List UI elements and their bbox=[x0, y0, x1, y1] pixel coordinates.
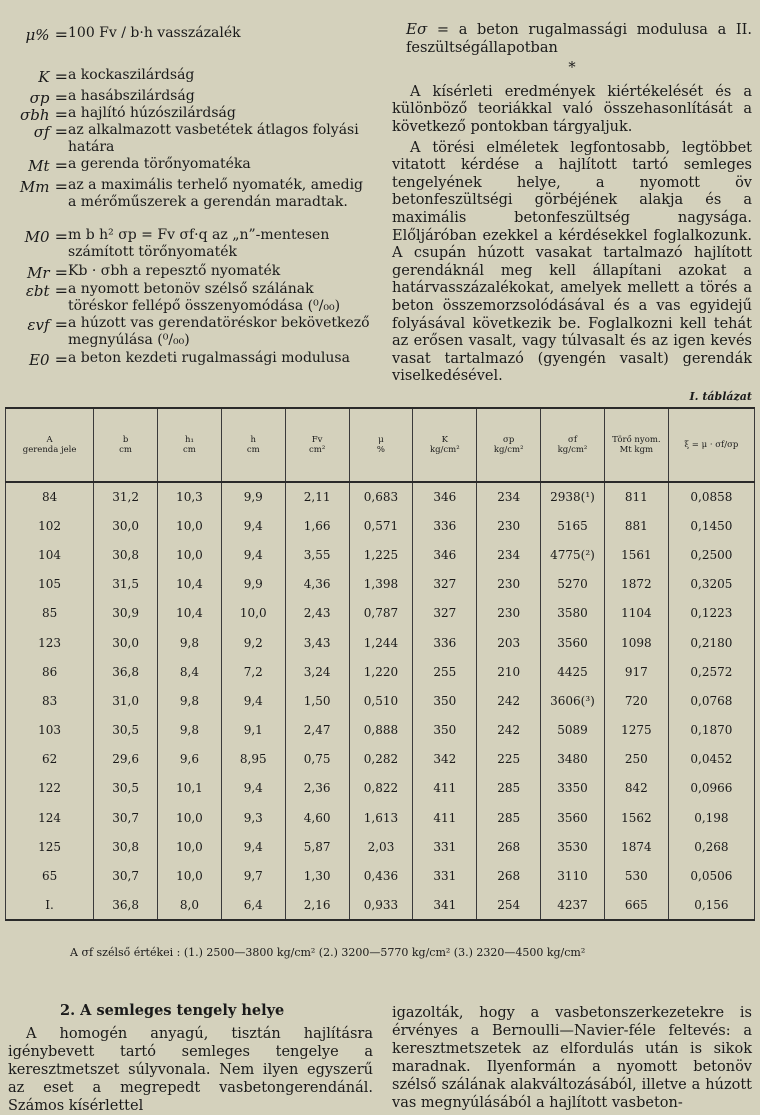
table-cell: 5165 bbox=[541, 511, 605, 540]
table-cell: 1275 bbox=[604, 716, 668, 745]
table-cell: 124 bbox=[6, 803, 94, 832]
table-cell: 30,8 bbox=[94, 540, 158, 569]
table-cell: 105 bbox=[6, 570, 94, 599]
table-cell: 234 bbox=[477, 540, 541, 569]
table-cell: 0,683 bbox=[349, 482, 413, 511]
table-cell: 36,8 bbox=[94, 657, 158, 686]
table-cell: 31,5 bbox=[94, 570, 158, 599]
table-cell: 350 bbox=[413, 716, 477, 745]
table-cell: 3480 bbox=[541, 745, 605, 774]
def-sym-sigma-f: σf = bbox=[33, 122, 68, 141]
def-sym-mm: Mm = bbox=[19, 177, 68, 196]
table-cell: 1874 bbox=[604, 832, 668, 861]
table-cell: 10,0 bbox=[158, 861, 222, 890]
def-sym-eps-bt: εbt = bbox=[25, 281, 68, 300]
table-cell: 1,225 bbox=[349, 540, 413, 569]
table-cell: 9,3 bbox=[221, 803, 285, 832]
table-cell: 346 bbox=[413, 482, 477, 511]
table-cell: 9,6 bbox=[158, 745, 222, 774]
table-cell: 2,11 bbox=[285, 482, 349, 511]
table-cell: 1,398 bbox=[349, 570, 413, 599]
table-cell: 0,0966 bbox=[668, 774, 754, 803]
right-column bbox=[392, 20, 752, 389]
table-cell: 0,2180 bbox=[668, 628, 754, 657]
def-sym-m0: M0 = bbox=[24, 227, 68, 246]
table-cell: 411 bbox=[413, 803, 477, 832]
table-row bbox=[6, 599, 755, 628]
table-cell: 285 bbox=[477, 774, 541, 803]
def-text-mu: 100 Fv / b·h vasszázalék bbox=[68, 25, 241, 41]
table-cell: 327 bbox=[413, 570, 477, 599]
table-row bbox=[6, 832, 755, 861]
header-xi: ξ = μ · σf/σp bbox=[668, 408, 754, 482]
table-cell: 30,7 bbox=[94, 803, 158, 832]
header-gerenda: A gerenda jele bbox=[6, 408, 94, 482]
table-cell: 327 bbox=[413, 599, 477, 628]
table-cell: 0,268 bbox=[668, 832, 754, 861]
table-cell: 8,95 bbox=[221, 745, 285, 774]
table-cell: 10,0 bbox=[158, 511, 222, 540]
table-cell: 9,8 bbox=[158, 716, 222, 745]
table-cell: 250 bbox=[604, 745, 668, 774]
table-cell: 9,2 bbox=[221, 628, 285, 657]
table-cell: 0,1870 bbox=[668, 716, 754, 745]
table-title: I. táblázat bbox=[689, 390, 752, 403]
table-cell: 30,0 bbox=[94, 511, 158, 540]
table-row bbox=[6, 774, 755, 803]
table-cell: 3110 bbox=[541, 861, 605, 890]
def-sym-mt: Mt = bbox=[28, 156, 68, 175]
table-cell: 254 bbox=[477, 891, 541, 920]
table-row bbox=[6, 716, 755, 745]
table-cell: 104 bbox=[6, 540, 94, 569]
table-cell: 0,510 bbox=[349, 686, 413, 715]
table-cell: 336 bbox=[413, 628, 477, 657]
table-cell: 0,0858 bbox=[668, 482, 754, 511]
def-text-k: a kockaszilárdság bbox=[68, 67, 195, 83]
table-cell: 5270 bbox=[541, 570, 605, 599]
table-cell: 10,0 bbox=[158, 832, 222, 861]
section-star: * bbox=[568, 60, 576, 77]
table-cell: 225 bbox=[477, 745, 541, 774]
table-cell: 3,43 bbox=[285, 628, 349, 657]
header-sigma-p: σp kg/cm² bbox=[477, 408, 541, 482]
table-cell: 0,822 bbox=[349, 774, 413, 803]
table-cell: 36,8 bbox=[94, 891, 158, 920]
table-cell: 30,7 bbox=[94, 861, 158, 890]
table-cell: 341 bbox=[413, 891, 477, 920]
table-cell: 0,0506 bbox=[668, 861, 754, 890]
table-cell: 203 bbox=[477, 628, 541, 657]
table-cell: 342 bbox=[413, 745, 477, 774]
table-cell: 9,4 bbox=[221, 686, 285, 715]
header-mt: Törő nyom. Mt kgm bbox=[604, 408, 668, 482]
table-cell: 4775(²) bbox=[541, 540, 605, 569]
table-cell: 10,0 bbox=[221, 599, 285, 628]
table-cell: 4,60 bbox=[285, 803, 349, 832]
def-text-e0: a beton kezdeti rugalmassági modulusa bbox=[68, 350, 350, 366]
table-cell: 6,4 bbox=[221, 891, 285, 920]
def-sym-mu: μ% = bbox=[25, 25, 68, 44]
table-cell: 10,4 bbox=[158, 599, 222, 628]
table-row bbox=[6, 657, 755, 686]
table-cell: 123 bbox=[6, 628, 94, 657]
paragraph-theory: A törési elméletek legfontosabb, legtöbbet vitatott kérdése a hajlított tartó semleges tengelyének helye, a nyomott öv betonfeszültségi görbéjének alakja és a maximális betonfeszültség nagysága. Előljáróban ezekkel a kérdésekkel foglalkozunk. A csupán húzott vasakat tartalmazó hajlított gerendáknál meg kell állapítani azokat a határvasszázalékokat, amelyek mellett a törés a beton összemorzsolódásával és a vas egyidejű folyásával következik be. Foglalkozni kell tehát az erősen vasalt, vagy túlvasalt és az igen kevés vasat tartalmazó (gyengén vasalt) gerendák viselkedésével. bbox=[392, 139, 752, 385]
table-cell: 811 bbox=[604, 482, 668, 511]
table-cell: 9,7 bbox=[221, 861, 285, 890]
table-cell: 30,5 bbox=[94, 716, 158, 745]
table-cell: 9,4 bbox=[221, 540, 285, 569]
table-cell: 0,0452 bbox=[668, 745, 754, 774]
table-row bbox=[6, 570, 755, 599]
def-sym-sigma-p: σp = bbox=[29, 88, 68, 107]
table-cell: 83 bbox=[6, 686, 94, 715]
table-cell: 1561 bbox=[604, 540, 668, 569]
table-cell: 3,55 bbox=[285, 540, 349, 569]
table-cell: 3580 bbox=[541, 599, 605, 628]
header-h1: h₁ cm bbox=[158, 408, 222, 482]
table-cell: 331 bbox=[413, 832, 477, 861]
table-cell: 3560 bbox=[541, 628, 605, 657]
table-cell: 103 bbox=[6, 716, 94, 745]
table-cell: 268 bbox=[477, 832, 541, 861]
table-cell: 665 bbox=[604, 891, 668, 920]
table-cell: 0,2572 bbox=[668, 657, 754, 686]
table-cell: 30,0 bbox=[94, 628, 158, 657]
def-text-sigma-f: az alkalmazott vasbetétek átlagos folyási határa bbox=[68, 122, 359, 155]
def-sym-e0: E0 = bbox=[29, 350, 68, 369]
e-sigma-definition: Eσ = a beton rugalmassági modulusa a II. feszültségállapotban bbox=[406, 20, 752, 56]
table-cell: 0,156 bbox=[668, 891, 754, 920]
table-cell: 0,75 bbox=[285, 745, 349, 774]
table-cell: 242 bbox=[477, 716, 541, 745]
table-cell: 4,36 bbox=[285, 570, 349, 599]
table-cell: 3560 bbox=[541, 803, 605, 832]
table-cell: 9,9 bbox=[221, 570, 285, 599]
table-cell: 9,4 bbox=[221, 511, 285, 540]
table-cell: 9,4 bbox=[221, 832, 285, 861]
table-cell: 62 bbox=[6, 745, 94, 774]
table-cell: 346 bbox=[413, 540, 477, 569]
table-cell: 1104 bbox=[604, 599, 668, 628]
table-cell: 0,888 bbox=[349, 716, 413, 745]
header-b: b cm bbox=[94, 408, 158, 482]
header-fv: Fv cm² bbox=[285, 408, 349, 482]
table-cell: 30,8 bbox=[94, 832, 158, 861]
table-cell: 31,2 bbox=[94, 482, 158, 511]
table-cell: 8,4 bbox=[158, 657, 222, 686]
table-cell: 8,0 bbox=[158, 891, 222, 920]
table-cell: 5,87 bbox=[285, 832, 349, 861]
table-cell: 122 bbox=[6, 774, 94, 803]
table-cell: 331 bbox=[413, 861, 477, 890]
table-cell: 530 bbox=[604, 861, 668, 890]
table-header-row bbox=[6, 408, 755, 482]
table-cell: 3350 bbox=[541, 774, 605, 803]
table-cell: 10,0 bbox=[158, 803, 222, 832]
table-row bbox=[6, 686, 755, 715]
table-cell: 0,3205 bbox=[668, 570, 754, 599]
table-cell: 0,2500 bbox=[668, 540, 754, 569]
table-cell: 4237 bbox=[541, 891, 605, 920]
def-text-sigma-p: a hasábszilárdság bbox=[68, 88, 195, 104]
table-cell: 0,198 bbox=[668, 803, 754, 832]
header-h: h cm bbox=[221, 408, 285, 482]
def-sym-mr: Mr = bbox=[26, 263, 68, 282]
table-cell: 9,8 bbox=[158, 628, 222, 657]
table-cell: 9,9 bbox=[221, 482, 285, 511]
table-row bbox=[6, 628, 755, 657]
table-cell: 2,03 bbox=[349, 832, 413, 861]
section-text-right: igazolták, hogy a vasbetonszerkezetekre is érvényes a Bernoulli—Navier-féle feltevés: a keresztmetszetek az elfordulás után is sikok maradnak. Ilyenformán a nyomott betonöv szélső szálának alakváltozásából, illetve a húzott vas megnyúlásából a hajlított vasbeton- bbox=[392, 1005, 752, 1111]
def-text-sigma-bh: a hajlító húzószilárdság bbox=[68, 105, 236, 121]
paragraph-intro: A kísérleti eredmények kiértékelését és a különböző teoriákkal való összehasonlítását a következő pontokban tárgyaljuk. bbox=[392, 83, 752, 135]
table-cell: 268 bbox=[477, 861, 541, 890]
table-cell: 9,8 bbox=[158, 686, 222, 715]
def-text-m0: m b h² σp = Fv σf·q az „n”-mentesen számított törőnyomaték bbox=[68, 227, 330, 260]
table-cell: 7,2 bbox=[221, 657, 285, 686]
table-cell: 85 bbox=[6, 599, 94, 628]
table-cell: 86 bbox=[6, 657, 94, 686]
table-row bbox=[6, 482, 755, 511]
table-cell: 65 bbox=[6, 861, 94, 890]
table-cell: 10,0 bbox=[158, 540, 222, 569]
table-cell: 2,47 bbox=[285, 716, 349, 745]
table-row bbox=[6, 861, 755, 890]
table-cell: 1,244 bbox=[349, 628, 413, 657]
table-cell: 102 bbox=[6, 511, 94, 540]
def-sym-sigma-bh: σbh = bbox=[19, 105, 68, 124]
table-footnote: A σf szélső értékei : (1.) 2500—3800 kg/cm² (2.) 3200—5770 kg/cm² (3.) 2320—4500 kg/cm² bbox=[70, 946, 586, 959]
table-cell: 1098 bbox=[604, 628, 668, 657]
table-cell: 9,1 bbox=[221, 716, 285, 745]
table-cell: 10,4 bbox=[158, 570, 222, 599]
table-cell: 2,43 bbox=[285, 599, 349, 628]
table-cell: 10,1 bbox=[158, 774, 222, 803]
table-cell: 1562 bbox=[604, 803, 668, 832]
table-cell: 1872 bbox=[604, 570, 668, 599]
header-mu: μ % bbox=[349, 408, 413, 482]
table-cell: 9,4 bbox=[221, 774, 285, 803]
table-cell: 2,16 bbox=[285, 891, 349, 920]
def-text-mt: a gerenda törőnyomatéka bbox=[68, 156, 251, 172]
table-cell: 4425 bbox=[541, 657, 605, 686]
table-row bbox=[6, 511, 755, 540]
def-text-mr: Kb · σbh a repesztő nyomaték bbox=[68, 263, 281, 279]
table-cell: 230 bbox=[477, 511, 541, 540]
table-cell: 84 bbox=[6, 482, 94, 511]
def-text-eps-bt: a nyomott betonöv szélső szálának töréskor fellépő összenyomódása (⁰/₀₀) bbox=[68, 281, 341, 314]
table-cell: 1,50 bbox=[285, 686, 349, 715]
table-cell: 31,0 bbox=[94, 686, 158, 715]
def-sym-k: K = bbox=[38, 67, 68, 86]
def-text-eps-vf: a húzott vas gerendatöréskor bekövetkező megnyúlása (⁰/₀₀) bbox=[68, 315, 370, 348]
table-cell: 0,0768 bbox=[668, 686, 754, 715]
table-cell: 0,787 bbox=[349, 599, 413, 628]
table-cell: 3530 bbox=[541, 832, 605, 861]
table-cell: 2938(¹) bbox=[541, 482, 605, 511]
section-text-left: A homogén anyagú, tisztán hajlításra igénybevett tartó semleges tengelye a keresztmetszet súlyvonala. Nem ilyen egyszerű az eset a megrepedt vasbetongerendánál. Számos kísérlettel bbox=[8, 1026, 373, 1114]
table-cell: 0,571 bbox=[349, 511, 413, 540]
table-cell: 411 bbox=[413, 774, 477, 803]
table-cell: 1,30 bbox=[285, 861, 349, 890]
table-cell: 255 bbox=[413, 657, 477, 686]
table-cell: 1,220 bbox=[349, 657, 413, 686]
section-title: 2. A semleges tengely helye bbox=[60, 1002, 285, 1019]
table-row bbox=[6, 745, 755, 774]
table-row bbox=[6, 891, 755, 920]
table-cell: I. bbox=[6, 891, 94, 920]
table-cell: 720 bbox=[604, 686, 668, 715]
table-cell: 234 bbox=[477, 482, 541, 511]
table-cell: 30,5 bbox=[94, 774, 158, 803]
table-cell: 230 bbox=[477, 570, 541, 599]
table-cell: 242 bbox=[477, 686, 541, 715]
table-cell: 350 bbox=[413, 686, 477, 715]
table-cell: 3,24 bbox=[285, 657, 349, 686]
table-cell: 0,436 bbox=[349, 861, 413, 890]
table-row bbox=[6, 540, 755, 569]
table-cell: 842 bbox=[604, 774, 668, 803]
header-sigma-f: σf kg/cm² bbox=[541, 408, 605, 482]
table-cell: 0,1450 bbox=[668, 511, 754, 540]
header-k: K kg/cm² bbox=[413, 408, 477, 482]
table-cell: 881 bbox=[604, 511, 668, 540]
table-cell: 1,66 bbox=[285, 511, 349, 540]
table-cell: 917 bbox=[604, 657, 668, 686]
table-cell: 3606(³) bbox=[541, 686, 605, 715]
table-cell: 336 bbox=[413, 511, 477, 540]
results-table bbox=[5, 407, 755, 921]
table-cell: 210 bbox=[477, 657, 541, 686]
table-cell: 2,36 bbox=[285, 774, 349, 803]
table-cell: 29,6 bbox=[94, 745, 158, 774]
table-cell: 230 bbox=[477, 599, 541, 628]
table-cell: 30,9 bbox=[94, 599, 158, 628]
table-row bbox=[6, 803, 755, 832]
table-cell: 0,282 bbox=[349, 745, 413, 774]
table-body bbox=[6, 482, 755, 920]
table-cell: 5089 bbox=[541, 716, 605, 745]
table-cell: 0,933 bbox=[349, 891, 413, 920]
table-cell: 1,613 bbox=[349, 803, 413, 832]
def-sym-eps-vf: εvf = bbox=[27, 315, 68, 334]
table-cell: 10,3 bbox=[158, 482, 222, 511]
table-cell: 285 bbox=[477, 803, 541, 832]
table-cell: 0,1223 bbox=[668, 599, 754, 628]
def-text-mm: az a maximális terhelő nyomaték, amedig a mérőműszerek a gerendán maradtak. bbox=[68, 177, 364, 210]
table-cell: 125 bbox=[6, 832, 94, 861]
